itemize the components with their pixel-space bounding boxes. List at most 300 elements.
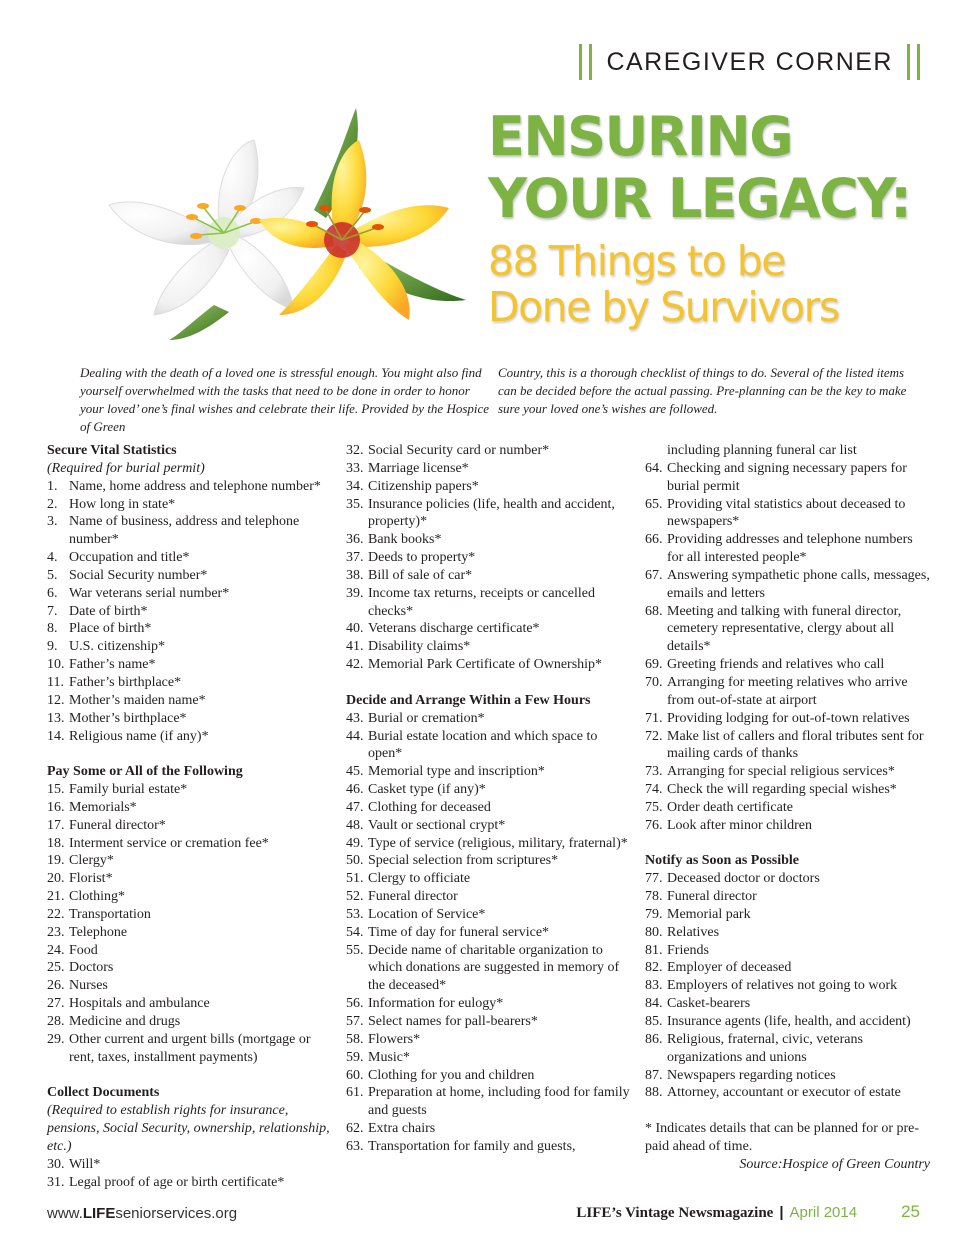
- item-number: 45.: [346, 764, 364, 780]
- item-text: Time of day for funeral service*: [368, 924, 550, 940]
- list-item: [47, 549, 332, 567]
- item-text: Date of birth*: [69, 603, 148, 619]
- item-text: Look after minor children: [667, 817, 813, 833]
- list-item: [47, 1013, 332, 1031]
- section-heading-vital-statistics: Secure Vital Statistics: [47, 443, 177, 458]
- item-text: Answering sympathetic phone calls, messages, emails and letters: [667, 567, 930, 601]
- item-number: 82.: [645, 960, 663, 976]
- section-heading-notify: Notify as Soon as Possible: [645, 853, 800, 869]
- list-item: [346, 870, 631, 888]
- item-text: How long in state*: [69, 496, 176, 512]
- list-item: [645, 977, 930, 995]
- item-text: Father’s birthplace*: [69, 674, 182, 690]
- item-number: 42.: [346, 657, 364, 673]
- item-number: 38.: [346, 567, 364, 583]
- item-text: Citizenship papers*: [368, 478, 479, 494]
- list-item: [346, 1031, 631, 1049]
- item-number: 17.: [47, 817, 65, 833]
- item-number: 36.: [346, 532, 364, 548]
- item-number: 18.: [47, 835, 65, 851]
- list-item: [645, 1013, 930, 1031]
- item-number: 10.: [47, 657, 65, 673]
- item-text: Funeral director: [368, 889, 458, 905]
- item-text: Make list of callers and floral tributes sent for mailing cards of thanks: [667, 728, 924, 762]
- item-number: 15.: [47, 782, 65, 798]
- list-item: [645, 656, 930, 674]
- item-number: 74.: [645, 782, 663, 798]
- item-number: 29.: [47, 1031, 65, 1047]
- list-item: [645, 959, 930, 977]
- item-text: War veterans serial number*: [69, 585, 230, 601]
- item-number: 48.: [346, 817, 364, 833]
- list-item: [346, 549, 631, 567]
- item-text: Type of service (religious, military, fraternal)*: [368, 835, 628, 851]
- item-text: Clergy to officiate: [368, 871, 471, 887]
- list-item: [645, 799, 930, 817]
- item-text: Social Security number*: [69, 567, 208, 583]
- item-number: 83.: [645, 978, 663, 994]
- list-item: [346, 567, 631, 585]
- item-text: Vault or sectional crypt*: [368, 817, 506, 833]
- item-text: Other current and urgent bills (mortgage or rent, taxes, installment payments): [69, 1031, 311, 1065]
- list-item: [645, 1031, 930, 1067]
- column-2: [346, 442, 631, 1156]
- list-item: [346, 817, 631, 835]
- item-number: 53.: [346, 906, 364, 922]
- list-item: [645, 460, 930, 496]
- item-number: 52.: [346, 889, 364, 905]
- item-text: Transportation: [69, 906, 151, 922]
- item-number: 19.: [47, 853, 65, 869]
- list-item: [47, 1174, 332, 1192]
- item-text: Friends: [667, 942, 709, 958]
- item-text: Funeral director*: [69, 817, 166, 833]
- item-number: 65.: [645, 496, 663, 512]
- list-item: [346, 531, 631, 549]
- item-text: Veterans discharge certificate*: [368, 621, 540, 637]
- item-number: 7.: [47, 603, 58, 619]
- list-item: [47, 924, 332, 942]
- item-number: 1.: [47, 478, 58, 494]
- item-text: Insurance policies (life, health and accident, property)*: [368, 496, 615, 530]
- list-item: [47, 478, 332, 496]
- item-text: Music*: [368, 1049, 410, 1065]
- documents-list: [47, 1156, 332, 1192]
- list-item: [47, 906, 332, 924]
- item-number: 62.: [346, 1121, 364, 1137]
- item-number: 51.: [346, 871, 364, 887]
- item-number: 47.: [346, 799, 364, 815]
- list-item: [645, 906, 930, 924]
- list-item: [47, 888, 332, 906]
- item-text: Religious, fraternal, civic, veterans organizations and unions: [667, 1031, 863, 1065]
- item-number: 26.: [47, 978, 65, 994]
- item-number: 39.: [346, 585, 364, 601]
- item-text: Occupation and title*: [69, 550, 190, 566]
- item-text: Interment service or cremation fee*: [69, 835, 269, 851]
- list-item: [346, 620, 631, 638]
- item-number: 49.: [346, 835, 364, 851]
- item-number: 80.: [645, 924, 663, 940]
- item-text: Memorials*: [69, 799, 137, 815]
- list-item: [47, 942, 332, 960]
- list-item: [47, 781, 332, 799]
- vital-statistics-list: [47, 478, 332, 746]
- section-heading-collect-documents: Collect Documents: [47, 1085, 160, 1101]
- list-item: [47, 674, 332, 692]
- list-item: [47, 977, 332, 995]
- item-number: 73.: [645, 764, 663, 780]
- lily-flowers-image: [64, 100, 474, 340]
- item-text: Doctors: [69, 960, 114, 976]
- list-item: [346, 638, 631, 656]
- list-item: [346, 835, 631, 853]
- list-item: [346, 1049, 631, 1067]
- item-number: 43.: [346, 710, 364, 726]
- item-text: Income tax returns, receipts or cancelled checks*: [368, 585, 596, 619]
- list-item: [645, 781, 930, 799]
- list-item: [346, 1120, 631, 1138]
- list-item: [47, 496, 332, 514]
- list-item: [346, 906, 631, 924]
- item-text: Casket type (if any)*: [368, 782, 486, 798]
- item-text: Clothing for you and children: [368, 1067, 535, 1083]
- list-item: [47, 1031, 332, 1067]
- list-item: [346, 763, 631, 781]
- list-item: [47, 870, 332, 888]
- item-number: 76.: [645, 817, 663, 833]
- list-item: [645, 674, 930, 710]
- item-number: 9.: [47, 639, 58, 655]
- list-item: [346, 799, 631, 817]
- list-item: [346, 656, 631, 674]
- item-number: 86.: [645, 1031, 663, 1047]
- item-number: 13.: [47, 710, 65, 726]
- list-item: [645, 567, 930, 603]
- item-text: Checking and signing necessary papers for burial permit: [667, 460, 907, 494]
- list-item: [47, 585, 332, 603]
- list-item: [346, 728, 631, 764]
- item-text: Relatives: [667, 924, 720, 940]
- list-item: [645, 531, 930, 567]
- list-item: [346, 1084, 631, 1120]
- item-number: 23.: [47, 924, 65, 940]
- item-number: 16.: [47, 799, 65, 815]
- list-item: [47, 513, 332, 549]
- item-text: Mother’s maiden name*: [69, 692, 206, 708]
- item-number: 5.: [47, 567, 58, 583]
- list-item: [47, 728, 332, 746]
- list-item: [47, 567, 332, 585]
- item-text: Disability claims*: [368, 639, 471, 655]
- intro-right: Country, this is a thorough checklist of things to do. Several of the listed items can be decided before the actual passing. Pre-planning can be the key to make sure your loved one’s wishes are followed.: [498, 365, 907, 416]
- list-item: [645, 603, 930, 657]
- list-item: [47, 799, 332, 817]
- list-item: [346, 888, 631, 906]
- list-item: [645, 942, 930, 960]
- magazine-name: LIFE’s Vintage Newsmagazine: [576, 1205, 774, 1221]
- list-item: [47, 1156, 332, 1174]
- item-text: Religious name (if any)*: [69, 728, 209, 744]
- item-number: 25.: [47, 960, 65, 976]
- list-item: [47, 835, 332, 853]
- divider-bars-left: [579, 44, 592, 80]
- item-text: Family burial estate*: [69, 782, 188, 798]
- item-text: Insurance agents (life, health, and accident): [667, 1014, 911, 1029]
- item-number: 50.: [346, 853, 364, 869]
- list-item: [47, 852, 332, 870]
- list-item: [346, 710, 631, 728]
- item-text: Will*: [69, 1156, 101, 1172]
- item-text: Preparation at home, including food for family and guests: [368, 1085, 630, 1119]
- item-number: 58.: [346, 1031, 364, 1047]
- item-number: 6.: [47, 585, 58, 601]
- item-text: Burial or cremation*: [368, 710, 485, 726]
- item-text: Memorial type and inscription*: [368, 764, 545, 780]
- column-3: [645, 442, 930, 1174]
- item-number: 55.: [346, 942, 364, 958]
- divider-bars-right: [907, 44, 920, 80]
- item-number: 70.: [645, 674, 663, 690]
- list-item: [645, 710, 930, 728]
- item-number: 27.: [47, 996, 65, 1012]
- pay-list: [47, 781, 332, 1067]
- item-number: 75.: [645, 799, 663, 815]
- notify-list: [645, 870, 930, 1102]
- item-number: 46.: [346, 782, 364, 798]
- item-number: 84.: [645, 996, 663, 1012]
- item-number: 28.: [47, 1014, 65, 1029]
- item-number: 60.: [346, 1067, 364, 1083]
- section-header: [579, 44, 920, 80]
- item-number: 85.: [645, 1014, 663, 1029]
- item-text: Memorial Park Certificate of Ownership*: [368, 657, 603, 673]
- item-number: 68.: [645, 603, 663, 619]
- page-number: 25: [901, 1202, 920, 1221]
- item-text: Arranging for meeting relatives who arrive from out-of-state at airport: [667, 674, 908, 708]
- item-text: Providing vital statistics about deceased to newspapers*: [667, 496, 906, 530]
- list-item: [645, 1067, 930, 1085]
- list-item: [47, 692, 332, 710]
- item-text: Hospitals and ambulance: [69, 996, 210, 1012]
- item-text: Name, home address and telephone number*: [69, 478, 321, 494]
- item-number: 3.: [47, 514, 58, 530]
- item-text: Information for eulogy*: [368, 996, 504, 1012]
- list-item: [47, 656, 332, 674]
- item-number: 11.: [47, 674, 64, 690]
- item-number: 40.: [346, 621, 364, 637]
- item-number: 77.: [645, 871, 663, 887]
- list-item: [645, 817, 930, 835]
- list-item: [346, 442, 631, 460]
- list-item: [645, 870, 930, 888]
- section-note-rights: (Required to establish rights for insurance, pensions, Social Security, ownership, relationship, etc.): [47, 1103, 330, 1154]
- item-text: Mother’s birthplace*: [69, 710, 187, 726]
- item-number: 33.: [346, 460, 364, 476]
- list-item: [346, 478, 631, 496]
- item-number: 56.: [346, 996, 364, 1012]
- item-number: 54.: [346, 924, 364, 940]
- list-item: [346, 781, 631, 799]
- item-text: Arranging for special religious services*: [667, 764, 895, 780]
- item-text: Check the will regarding special wishes*: [667, 782, 897, 798]
- list-item: [346, 995, 631, 1013]
- item-text: Transportation for family and guests,: [368, 1138, 576, 1154]
- list-item: [47, 959, 332, 977]
- item-number: 20.: [47, 871, 65, 887]
- asterisk-note: * Indicates details that can be planned for or pre-paid ahead of time.: [645, 1121, 920, 1154]
- item-text: Special selection from scriptures*: [368, 853, 559, 869]
- item-text: Florist*: [69, 871, 113, 887]
- list-item: [645, 888, 930, 906]
- item-text: Deceased doctor or doctors: [667, 871, 820, 887]
- section-title: CAREGIVER CORNER: [606, 47, 893, 76]
- title-line-1: ENSURING: [488, 105, 793, 168]
- item-number: 57.: [346, 1014, 364, 1029]
- item-text: Clergy*: [69, 853, 114, 869]
- item-text: Legal proof of age or birth certificate*: [69, 1174, 285, 1190]
- arrange-list-continued: [645, 460, 930, 835]
- item-number: 34.: [346, 478, 364, 494]
- item-number: 66.: [645, 532, 663, 548]
- item-number: 81.: [645, 942, 663, 958]
- item-number: 72.: [645, 728, 663, 744]
- item-number: 12.: [47, 692, 65, 708]
- list-item: [47, 638, 332, 656]
- item-number: 44.: [346, 728, 364, 744]
- item-number: 37.: [346, 550, 364, 566]
- item-number: 24.: [47, 942, 65, 958]
- item-text: Bank books*: [368, 532, 442, 548]
- intro-left: Dealing with the death of a loved one is stressful enough. You might also find yourself overwhelmed with the tasks that need to be done in order to honor your loved’ one’s final wishes and celebrate their life. Provided by the Hospice of Green: [80, 365, 490, 434]
- item-number: 41.: [346, 639, 364, 655]
- item-text: Deeds to property*: [368, 550, 476, 566]
- item-text: Medicine and drugs: [69, 1014, 181, 1029]
- item-text: Burial estate location and which space to open*: [368, 728, 598, 762]
- decide-arrange-list: [346, 710, 631, 1156]
- item-text: Name of business, address and telephone number*: [69, 514, 300, 548]
- footer-website[interactable]: www.LIFEseniorservices.org: [47, 1205, 238, 1222]
- list-item: [346, 1067, 631, 1085]
- footer-separator: |: [779, 1204, 784, 1221]
- item-number: 69.: [645, 657, 663, 673]
- item-number: 31.: [47, 1174, 65, 1190]
- item-number: 61.: [346, 1085, 364, 1101]
- item-text: Greeting friends and relatives who call: [667, 657, 885, 673]
- footer-publication: [576, 1202, 920, 1222]
- section-heading-decide-arrange: Decide and Arrange Within a Few Hours: [346, 692, 591, 708]
- item-text: Clothing*: [69, 889, 126, 905]
- issue-date: April 2014: [789, 1204, 858, 1221]
- list-item: [645, 995, 930, 1013]
- list-item: [47, 817, 332, 835]
- item-text: Location of Service*: [368, 906, 486, 922]
- item-number: 88.: [645, 1085, 663, 1101]
- item-number: 35.: [346, 496, 364, 512]
- item-text: Place of birth*: [69, 621, 152, 637]
- item-text: Select names for pall-bearers*: [368, 1014, 538, 1029]
- list-item: [346, 924, 631, 942]
- list-item: [47, 603, 332, 621]
- item-number: 8.: [47, 621, 58, 637]
- item-text: Providing lodging for out-of-town relatives: [667, 710, 910, 726]
- item-number: 63.: [346, 1138, 364, 1154]
- item-number: 21.: [47, 889, 65, 905]
- list-item: [47, 620, 332, 638]
- item-text: Memorial park: [667, 906, 751, 922]
- item-text: Decide name of charitable organization to which donations are suggested in memory of the deceased*: [368, 942, 620, 994]
- subtitle-line-2: Done by Survivors: [488, 283, 839, 331]
- item-text: Funeral director: [667, 889, 757, 905]
- item-text: Telephone: [69, 924, 128, 940]
- item-text: Extra chairs: [368, 1121, 436, 1137]
- item-text: Newspapers regarding notices: [667, 1067, 836, 1083]
- list-item-continuation: including planning funeral car list: [667, 443, 857, 458]
- headline: [488, 106, 928, 330]
- item-text: Bill of sale of car*: [368, 567, 473, 583]
- item-text: Nurses: [69, 978, 108, 994]
- list-item: [47, 710, 332, 728]
- documents-list-continued: [346, 442, 631, 674]
- item-text: Clothing for deceased: [368, 799, 491, 815]
- subtitle-line-1: 88 Things to be: [488, 237, 785, 285]
- item-text: Meeting and talking with funeral director, cemetery representative, clergy about all details*: [667, 603, 902, 655]
- list-item: [645, 1084, 930, 1102]
- column-1: [47, 442, 332, 1191]
- item-text: Flowers*: [368, 1031, 421, 1047]
- item-number: 79.: [645, 906, 663, 922]
- item-text: Father’s name*: [69, 657, 156, 673]
- item-text: Providing addresses and telephone numbers for all interested people*: [667, 532, 913, 566]
- list-item: [346, 460, 631, 478]
- item-number: 2.: [47, 496, 58, 512]
- item-number: 14.: [47, 728, 65, 744]
- item-text: Social Security card or number*: [368, 443, 550, 458]
- item-number: 32.: [346, 443, 364, 458]
- list-item: [346, 1013, 631, 1031]
- item-text: Casket-bearers: [667, 996, 751, 1012]
- item-text: Attorney, accountant or executor of estate: [667, 1085, 901, 1101]
- item-number: 78.: [645, 889, 663, 905]
- source-credit: Source:Hospice of Green Country: [739, 1156, 930, 1172]
- item-number: 30.: [47, 1156, 65, 1172]
- list-item: [645, 496, 930, 532]
- item-number: 59.: [346, 1049, 364, 1065]
- list-item: [645, 763, 930, 781]
- section-heading-pay: Pay Some or All of the Following: [47, 764, 243, 780]
- list-item: [645, 924, 930, 942]
- item-text: Marriage license*: [368, 460, 469, 476]
- item-number: 71.: [645, 710, 663, 726]
- list-item: [645, 728, 930, 764]
- item-number: 64.: [645, 460, 663, 476]
- title-line-2: YOUR LEGACY:: [488, 167, 911, 230]
- item-text: U.S. citizenship*: [69, 639, 166, 655]
- item-text: Order death certificate: [667, 799, 793, 815]
- list-item: [47, 995, 332, 1013]
- item-text: Employers of relatives not going to work: [667, 978, 898, 994]
- section-note-burial-permit: (Required for burial permit): [47, 460, 205, 476]
- item-text: Food: [69, 942, 98, 958]
- item-number: 87.: [645, 1067, 663, 1083]
- item-number: 67.: [645, 567, 663, 583]
- item-number: 4.: [47, 550, 58, 566]
- list-item: [346, 942, 631, 996]
- list-item: [346, 496, 631, 532]
- list-item: [346, 1138, 631, 1156]
- list-item: [346, 585, 631, 621]
- item-text: Employer of deceased: [667, 960, 792, 976]
